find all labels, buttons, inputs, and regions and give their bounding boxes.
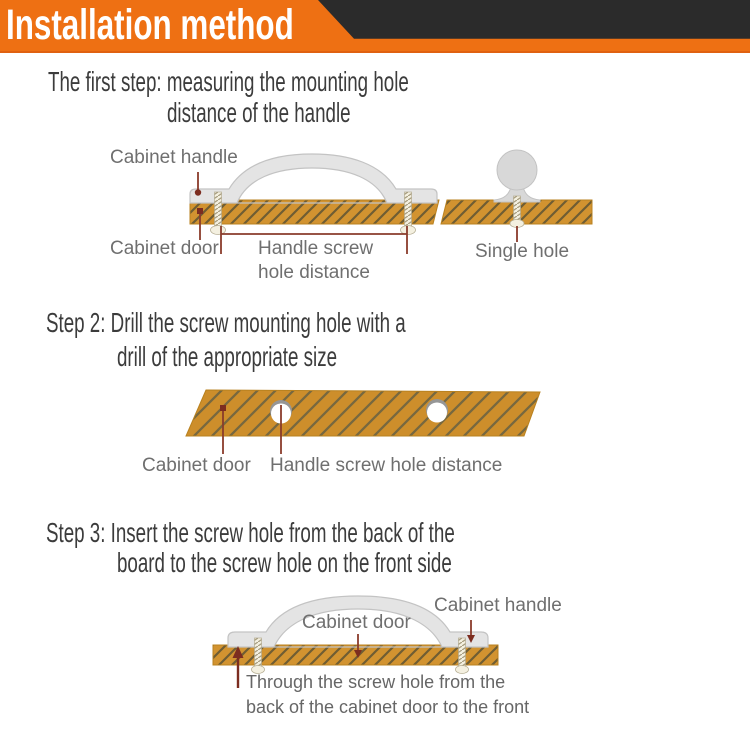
label-single-hole: Single hole	[475, 241, 570, 262]
label-through-line2: back of the cabinet door to the front	[246, 697, 530, 717]
label-cabinet-handle: Cabinet handle	[110, 147, 238, 168]
label-screw-distance-line2: hole distance	[258, 262, 370, 283]
cabinet-door-board	[186, 390, 540, 436]
step3-heading-line2: board to the screw hole on the front side	[117, 547, 452, 578]
label-screw-distance: Handle screw hole distance	[270, 455, 503, 476]
label-cabinet-handle: Cabinet handle	[434, 595, 562, 616]
step1-diagram	[190, 150, 592, 254]
pointer-cabinet-handle	[195, 172, 201, 196]
step3-heading-line1: Step 3: Insert the screw hole from the back of the	[46, 517, 455, 548]
label-cabinet-door: Cabinet door	[110, 238, 219, 259]
label-screw-distance-line1: Handle screw	[258, 238, 374, 259]
step1-heading-line2: distance of the handle	[167, 97, 351, 128]
knob-shape	[494, 150, 540, 202]
step2-diagram	[186, 390, 540, 454]
label-through-line1: Through the screw hole from the	[246, 672, 506, 692]
step2-heading-line2: drill of the appropriate size	[117, 341, 338, 372]
step2-heading-line1: Step 2: Drill the screw mounting hole with a	[46, 307, 406, 338]
step1-heading-line1: The first step: measuring the mounting hole	[48, 66, 409, 97]
page-title: Installation method	[6, 1, 294, 49]
label-cabinet-door: Cabinet door	[302, 612, 411, 633]
label-cabinet-door: Cabinet door	[142, 455, 251, 476]
